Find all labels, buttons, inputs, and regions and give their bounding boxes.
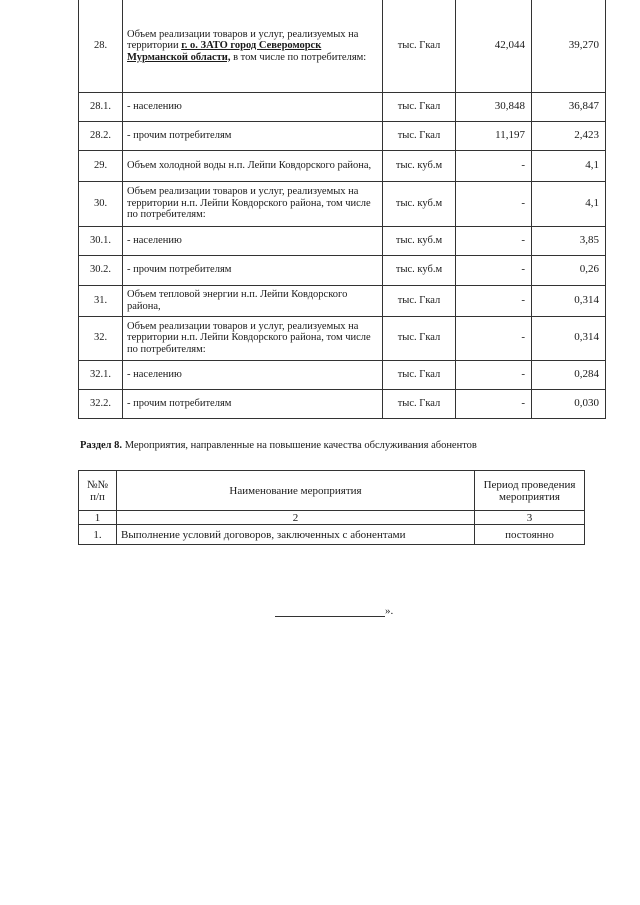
index-col-1: 1 [79,511,117,525]
row-value-2: 4,1 [532,181,606,226]
table-row [79,181,606,226]
table-row [79,285,606,316]
row-unit: тыс. куб.м [383,226,456,255]
territory-name: г. о. ЗАТО город Североморск Мурманской области, [127,40,322,63]
header-num: №№ п/п [79,471,117,511]
indicators-table [78,0,606,419]
row-number: 28. [79,0,123,92]
row-number: 32.2. [79,389,123,418]
row-number: 31. [79,285,123,316]
row-unit: тыс. Гкал [383,360,456,389]
table-index-row [79,511,585,525]
row-value-1: 11,197 [456,121,532,150]
row-value-1: - [456,389,532,418]
row-value-1: - [456,181,532,226]
row-value-2: 4,1 [532,150,606,181]
event-period: постоянно [475,525,585,545]
row-description: Объем холодной воды н.п. Лейпи Ковдорского района, [123,150,383,181]
row-description: Объем тепловой энергии н.п. Лейпи Ковдорского района, [123,285,383,316]
table-row [79,360,606,389]
row-unit: тыс. Гкал [383,121,456,150]
header-name: Наименование мероприятия [117,471,475,511]
row-unit: тыс. Гкал [383,92,456,121]
row-value-1: 30,848 [456,92,532,121]
table-row [79,150,606,181]
row-value-1: - [456,150,532,181]
row-description: Объем реализации товаров и услуг, реализуемых на территории н.п. Лейпи Ковдорского района, том числе по потребителям: [123,316,383,360]
header-period: Период проведения мероприятия [475,471,585,511]
row-value-2: 0,030 [532,389,606,418]
section-8-heading [80,440,477,451]
event-num: 1. [79,525,117,545]
row-description: - населению [123,360,383,389]
row-unit: тыс. куб.м [383,255,456,285]
table-row [79,226,606,255]
table-row [79,0,606,92]
row-value-1: 42,044 [456,0,532,92]
row-unit: тыс. Гкал [383,285,456,316]
row-number: 30.2. [79,255,123,285]
index-col-3: 3 [475,511,585,525]
row-value-2: 39,270 [532,0,606,92]
row-number: 30.1. [79,226,123,255]
row-number: 28.2. [79,121,123,150]
row-value-2: 2,423 [532,121,606,150]
row-value-2: 36,847 [532,92,606,121]
row-unit: тыс. куб.м [383,181,456,226]
row-value-1: - [456,360,532,389]
row-unit: тыс. куб.м [383,150,456,181]
row-value-2: 0,314 [532,285,606,316]
table-row [79,316,606,360]
row-value-1: - [456,226,532,255]
row-value-1: - [456,285,532,316]
row-description: Объем реализации товаров и услуг, реализуемых на территории г. о. ЗАТО город Североморск Мурманской области, в том числе по потребителям: [123,0,383,92]
row-value-2: 0,314 [532,316,606,360]
table-row [79,389,606,418]
row-number: 32.1. [79,360,123,389]
section-label: Раздел 8. [80,440,123,451]
table-row [79,92,606,121]
row-number: 32. [79,316,123,360]
row-description: - прочим потребителям [123,255,383,285]
row-number: 29. [79,150,123,181]
index-col-2: 2 [117,511,475,525]
row-value-1: - [456,255,532,285]
row-description: Объем реализации товаров и услуг, реализуемых на территории н.п. Лейпи Ковдорского района, том числе по потребителям: [123,181,383,226]
row-value-1: - [456,316,532,360]
blank-line [275,604,385,617]
table-header-row [79,471,585,511]
closing-quote: ». [385,605,394,617]
row-description: - населению [123,92,383,121]
row-value-2: 3,85 [532,226,606,255]
table-row [79,255,606,285]
section-title: Мероприятия, направленные на повышение качества обслуживания абонентов [124,440,477,451]
table-row [79,121,606,150]
table-row [79,525,585,545]
row-unit: тыс. Гкал [383,0,456,92]
row-description: - прочим потребителям [123,389,383,418]
row-unit: тыс. Гкал [383,389,456,418]
row-description: - прочим потребителям [123,121,383,150]
row-number: 30. [79,181,123,226]
events-table [78,470,585,545]
row-description: - населению [123,226,383,255]
row-value-2: 0,284 [532,360,606,389]
row-unit: тыс. Гкал [383,316,456,360]
row-number: 28.1. [79,92,123,121]
event-name: Выполнение условий договоров, заключенных с абонентами [117,525,475,545]
signature-line [275,604,393,617]
row-value-2: 0,26 [532,255,606,285]
